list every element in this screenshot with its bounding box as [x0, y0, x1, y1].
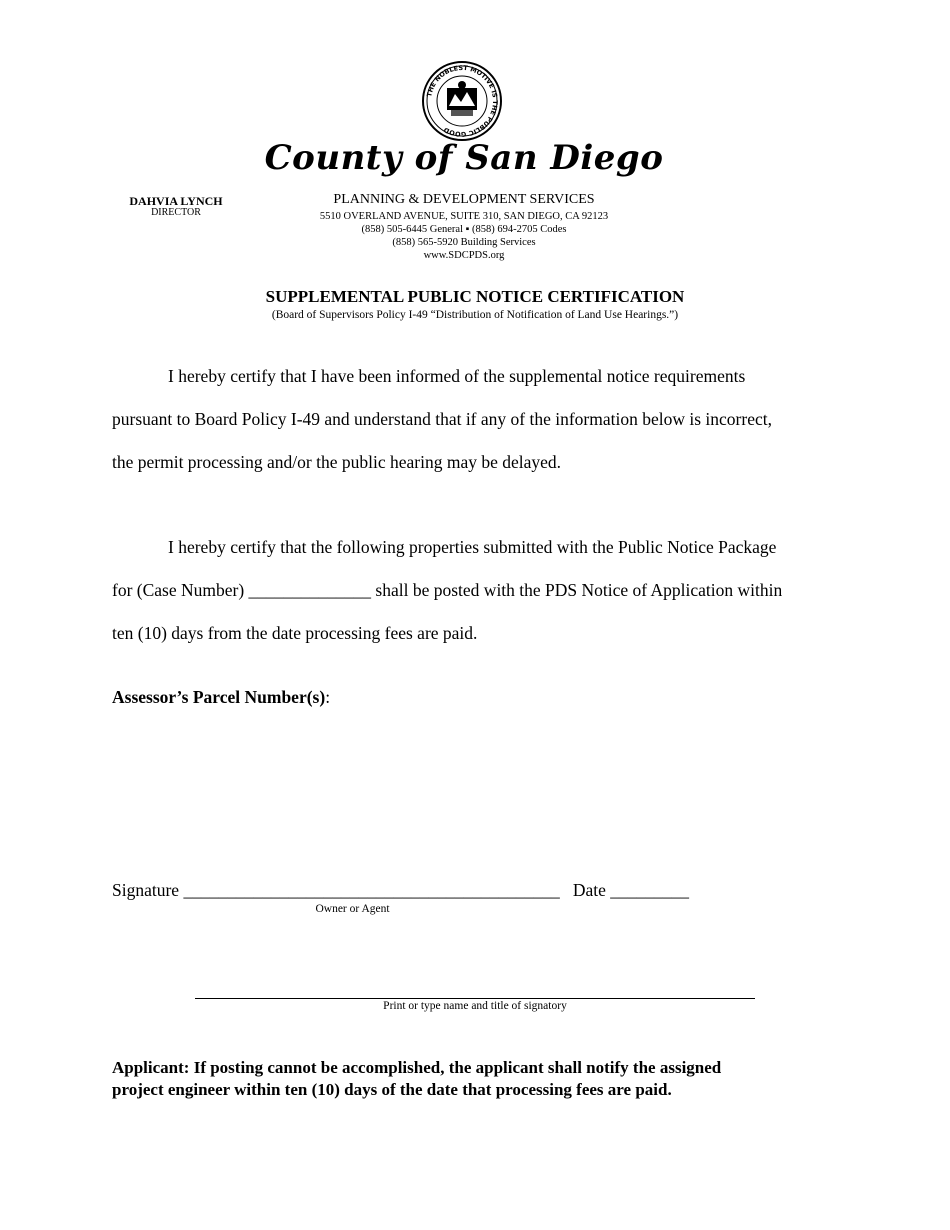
paragraph-2-line-1: I hereby certify that the following properties submitted with the Public Notice Package	[168, 537, 777, 557]
print-name-field[interactable]	[195, 998, 755, 999]
department-address: 5510 OVERLAND AVENUE, SUITE 310, SAN DIEGO, CA 92123	[319, 211, 609, 222]
paragraph-1-line-1: I hereby certify that I have been informed of the supplemental notice requirements	[168, 366, 746, 386]
website: www.SDCPDS.org	[423, 250, 505, 261]
print-name-label: Print or type name and title of signatory	[383, 1000, 567, 1012]
signature-label: Signature	[112, 880, 180, 900]
paragraph-2-line-2: for (Case Number) ______________ shall be posted with the PDS Notice of Application within	[112, 580, 783, 600]
svg-text:THE NOBLEST MOTIVE IS THE PUBL: THE NOBLEST MOTIVE IS THE PUBLIC GOOD	[425, 63, 500, 139]
paragraph-1-line-3: the permit processing and/or the public hearing may be delayed.	[112, 452, 562, 472]
date-field[interactable]: _________	[610, 880, 689, 900]
notice-line-1: Applicant: If posting cannot be accomplished, the applicant shall notify the assigned	[112, 1058, 722, 1077]
date-label: Date	[572, 880, 606, 900]
form-title: SUPPLEMENTAL PUBLIC NOTICE CERTIFICATION	[265, 287, 685, 306]
form-subtitle: (Board of Supervisors Policy I-49 “Distribution of Notification of Land Use Hearings.”)	[271, 309, 679, 321]
county-title: County of San Diego	[264, 138, 664, 178]
department-name: PLANNING & DEVELOPMENT SERVICES	[333, 192, 595, 207]
director-name: DAHVIA LYNCH	[129, 194, 223, 208]
apn-label: Assessor’s Parcel Number(s):	[112, 687, 331, 707]
director-title: DIRECTOR	[151, 207, 201, 218]
signature-row	[112, 880, 689, 901]
county-seal-logo	[421, 60, 503, 142]
phone-line-1: (858) 505-6445 General ▪ (858) 694-2705 Codes	[361, 224, 567, 235]
signature-field[interactable]: ___________________________________________	[183, 880, 560, 900]
phone-line-2: (858) 565-5920 Building Services	[392, 237, 536, 248]
applicant-notice	[112, 1057, 852, 1101]
paragraph-1-line-2: pursuant to Board Policy I-49 and understand that if any of the information below is incorrect,	[112, 409, 772, 429]
paragraph-2-line-3: ten (10) days from the date processing fees are paid.	[112, 623, 478, 643]
owner-agent-label: Owner or Agent	[315, 903, 390, 915]
notice-line-2: project engineer within ten (10) days of the date that processing fees are paid.	[112, 1080, 672, 1099]
